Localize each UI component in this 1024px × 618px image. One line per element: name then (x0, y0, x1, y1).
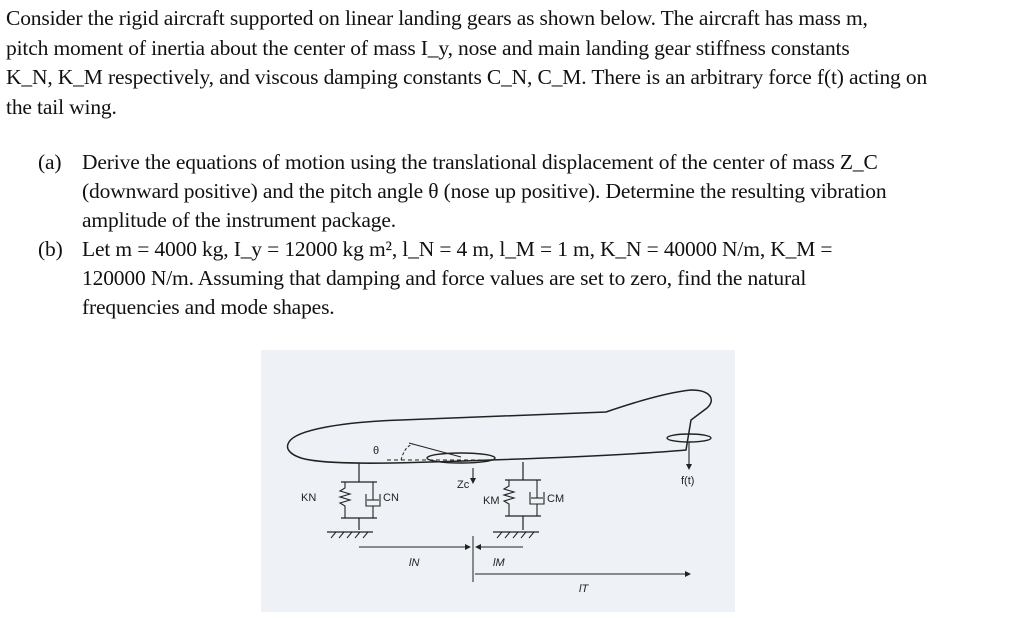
fuselage-outline (288, 390, 712, 463)
nose-ground-hatch (331, 532, 368, 538)
part-b-line-3: frequencies and mode shapes. (82, 295, 335, 319)
part-b-line-2: 120000 N/m. Assuming that damping and force values are set to zero, find the natural (82, 266, 807, 290)
force-label: f(t) (681, 475, 695, 487)
part-a-line-3: amplitude of the instrument package. (82, 208, 397, 232)
part-b-label: (b) (38, 237, 63, 261)
part-a-label: (a) (38, 150, 62, 174)
theta-label: θ (373, 445, 380, 457)
intro-line-3: K_N, K_M respectively, and viscous damping constants C_N, C_M. There is an arbitrary force f(t) acting on (6, 65, 928, 89)
part-a-line-2: (downward positive) and the pitch angle θ (nose up positive). Determine the resulting vibration (82, 179, 887, 203)
intro-line-4: the tail wing. (6, 94, 117, 119)
km-label: KM (483, 495, 500, 507)
kn-spring (340, 482, 350, 518)
zc-label: Zc (457, 479, 470, 491)
lt-arrowhead (685, 571, 691, 577)
lm-arrowhead (475, 544, 481, 550)
force-arrowhead (686, 464, 692, 470)
intro-line-2: pitch moment of inertia about the center of mass I_y, nose and main landing gear stiffness constants (6, 35, 850, 60)
theta-arc (401, 444, 413, 460)
cm-label: CM (547, 493, 565, 505)
part-a-line-1: Derive the equations of motion using the translational displacement of the center of mass Z_C (82, 150, 878, 174)
lt-label: lT (579, 583, 589, 595)
km-spring (504, 480, 514, 516)
part-a (38, 148, 1013, 235)
aircraft-diagram (261, 350, 735, 612)
kn-label: KN (301, 492, 317, 504)
ln-arrowhead (465, 544, 471, 550)
problem-statement (6, 4, 1016, 122)
intro-line-1: Consider the rigid aircraft supported on linear landing gears as shown below. The aircraft has mass m, (6, 6, 868, 30)
part-b-line-1: Let m = 4000 kg, I_y = 12000 kg m², l_N = 4 m, l_M = 1 m, K_N = 40000 N/m, K_M = (82, 237, 833, 261)
cn-label: CN (383, 492, 399, 504)
ln-label: lN (409, 557, 420, 569)
zc-arrowhead (470, 478, 476, 484)
main-ground-hatch (497, 532, 534, 538)
lm-label: lM (493, 557, 505, 569)
part-b (38, 235, 1013, 322)
problem-parts (38, 148, 1013, 322)
aircraft-figure (261, 350, 735, 612)
